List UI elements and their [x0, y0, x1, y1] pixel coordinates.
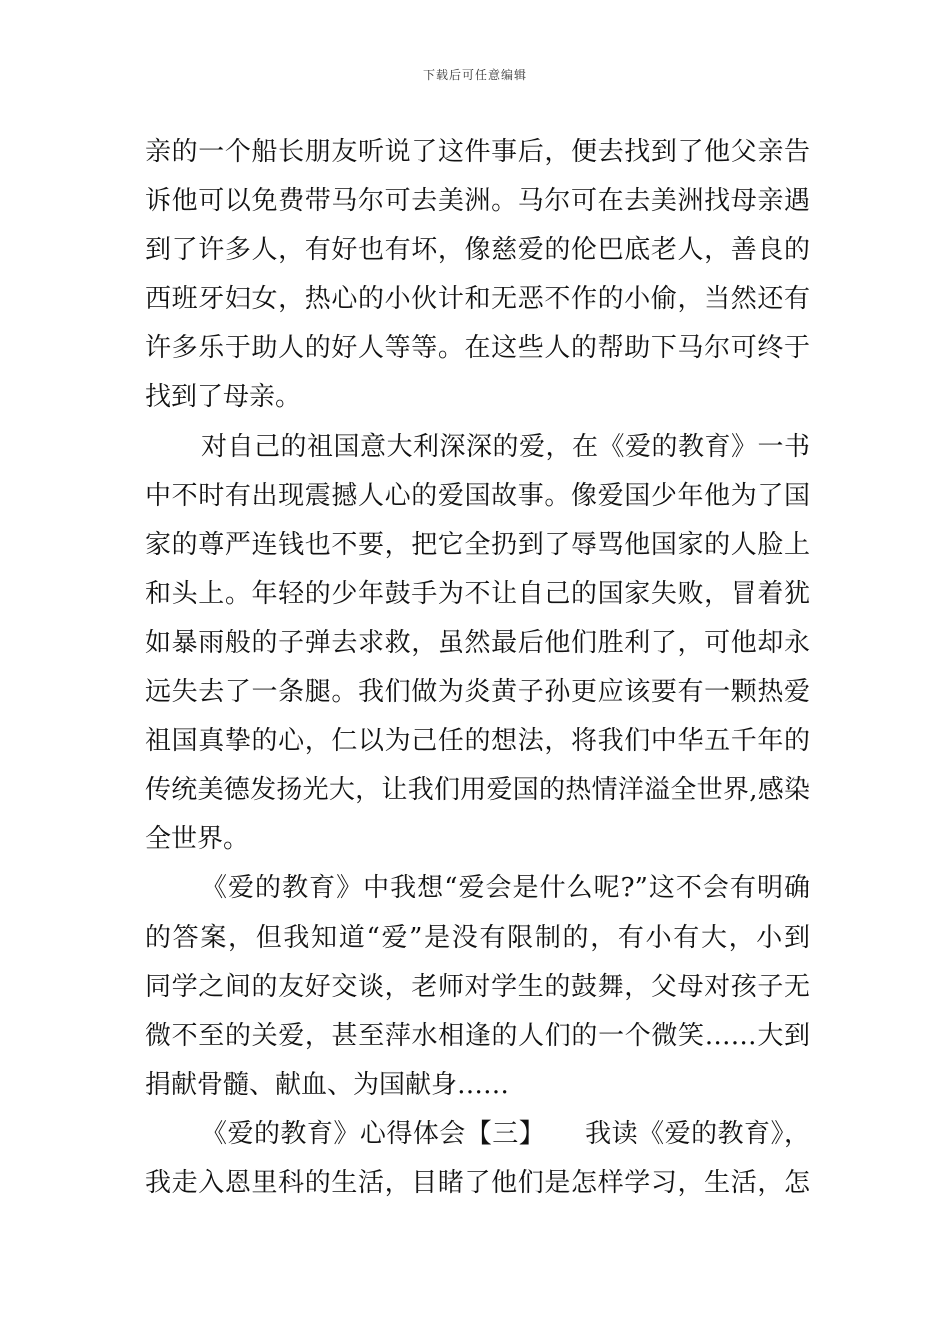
- text-line: 捐献骨髓、献血、为国献身……: [145, 1069, 510, 1100]
- text-line: 中不时有出现震撼人心的爱国故事。像爱国少年他为了国: [145, 480, 810, 511]
- text-line: 诉他可以免费带马尔可去美洲。马尔可在去美洲找母亲遇: [145, 186, 810, 217]
- text-line: 远失去了一条腿。我们做为炎黄子孙更应该要有一颗热爱: [145, 677, 810, 708]
- text-line: 传统美德发扬光大，让我们用爱国的热情洋溢全世界,感染: [145, 775, 810, 806]
- text-line: 同学之间的友好交谈，老师对学生的鼓舞，父母对孩子无: [145, 971, 810, 1002]
- body-text: [145, 128, 810, 1208]
- text-line: 亲的一个船长朋友听说了这件事后，便去找到了他父亲告: [145, 137, 810, 167]
- text-line: 我走入恩里科的生活，目睹了他们是怎样学习，生活，怎: [145, 1167, 810, 1198]
- text-line: 家的尊严连钱也不要，把它全扔到了辱骂他国家的人脸上: [145, 529, 810, 560]
- text-line: 微不至的关爱，甚至萍水相逢的人们的一个微笑……大到: [145, 1020, 810, 1051]
- text-line: 如暴雨般的子弹去求救，虽然最后他们胜利了，可他却永: [145, 627, 810, 658]
- text-line: 找到了母亲。: [145, 382, 302, 413]
- text-line: 的答案，但我知道“爱”是没有限制的，有小有大，小到: [145, 922, 810, 953]
- text-line: 到了许多人，有好也有坏，像慈爱的伦巴底老人，善良的: [145, 235, 810, 266]
- text-line: 许多乐于助人的好人等等。在这些人的帮助下马尔可终于: [145, 333, 810, 364]
- text-line: 西班牙妇女，热心的小伙计和无恶不作的小偷，当然还有: [145, 284, 810, 315]
- text-line: 全世界。: [145, 824, 250, 855]
- paragraph-first-line: 《爱的教育》心得体会【三】 我读《爱的教育》，: [201, 1118, 810, 1149]
- text-line: 和头上。年轻的少年鼓手为不让自己的国家失败，冒着犹: [145, 578, 810, 609]
- paragraph-first-line: 对自己的祖国意大利深深的爱，在《爱的教育》一书: [201, 431, 810, 462]
- paragraph-first-line: 《爱的教育》中我想“爱会是什么呢?”这不会有明确: [201, 873, 810, 904]
- header-note: 下载后可任意编辑: [422, 68, 527, 82]
- text-line: 祖国真挚的心，仁以为己任的想法，将我们中华五千年的: [145, 726, 810, 757]
